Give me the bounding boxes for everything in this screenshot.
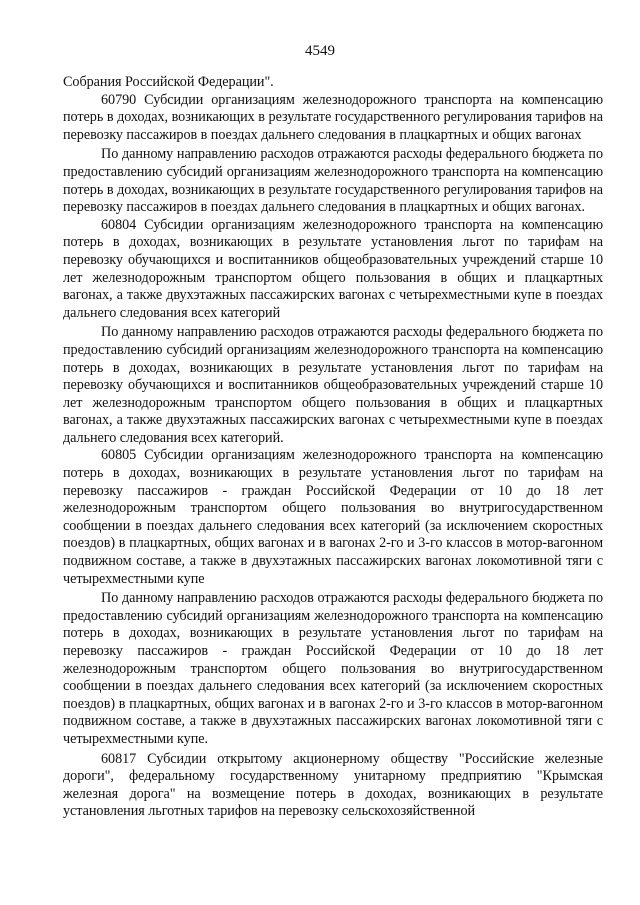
paragraph: Собрания Российской Федерации". — [63, 74, 274, 90]
paragraph: По данному направлению расходов отражаются расходы федерального бюджета по предоставлению субсидий организациям железнодорожного транспорта на компенсацию потерь в доходах, возникающих в результате установления льгот по тарифам на перевозку обучающихся и воспитанников общеобразовательных учреждений старше 10 лет железнодорожным транспортом общего пользования в общих и плацкартных вагонах, а также двухэтажных пассажирских вагонах с четырехместными купе в поездах дальнего следования всех категорий. — [63, 324, 603, 446]
page-number: 4549 — [305, 43, 335, 59]
paragraph: 60790 Субсидии организациям железнодорожного транспорта на компенсацию потерь в доходах, возникающих в результате государственного регулирования тарифов на перевозку пассажиров в поездах дальнего следования в плацкартных и общих вагонах — [63, 91, 603, 143]
paragraph: 60805 Субсидии организациям железнодорожного транспорта на компенсацию потерь в доходах, возникающих в результате установления льгот по тарифам на перевозку пассажиров - граждан Российской Федерации от 10 до 18 лет железнодорожным транспортом общего пользования во внутригосударственном сообщении в поездах дальнего следования всех категорий (за исключением скоростных поездов) в плацкартных, общих вагонах и в вагонах 2-го и 3-го классов в мотор-вагонном подвижном составе, а также в двухэтажных пассажирских вагонах локомотивной тяги с четырехместными купе — [63, 447, 603, 587]
paragraph: По данному направлению расходов отражаются расходы федерального бюджета по предоставлению субсидий организациям железнодорожного транспорта на компенсацию потерь в доходах, возникающих в результате государственного регулирования тарифов на перевозку пассажиров в поездах дальнего следования в плацкартных и общих вагонах. — [63, 146, 603, 216]
document-body — [63, 74, 603, 821]
paragraph: 60804 Субсидии организациям железнодорожного транспорта на компенсацию потерь в доходах, возникающих в результате установления льгот по тарифам на перевозку обучающихся и воспитанников общеобразовательных учреждений старше 10 лет железнодорожным транспортом общего пользования в общих и плацкартных вагонах, а также двухэтажных пассажирских вагонах с четырехместными купе в поездах дальнего следования всех категорий — [63, 216, 603, 321]
paragraph: 60817 Субсидии открытому акционерному обществу "Российские железные дороги", федеральному государственному унитарному предприятию "Крымская железная дорога" на возмещение потерь в доходах, возникающих в результате установления льготных тарифов на перевозку сельскохозяйственной — [63, 750, 603, 820]
paragraph: По данному направлению расходов отражаются расходы федерального бюджета по предоставлению субсидий организациям железнодорожного транспорта на компенсацию потерь в доходах, возникающих в результате установления льгот по тарифам на перевозку пассажиров - граждан Российской Федерации от 10 до 18 лет железнодорожным транспортом общего пользования во внутригосударственном сообщении в поездах дальнего следования всех категорий (за исключением скоростных поездов) в плацкартных, общих вагонах и в вагонах 2-го и 3-го классов в мотор-вагонном подвижном составе, а также в двухэтажных пассажирских вагонах локомотивной тяги с четырехместными купе. — [63, 590, 603, 747]
